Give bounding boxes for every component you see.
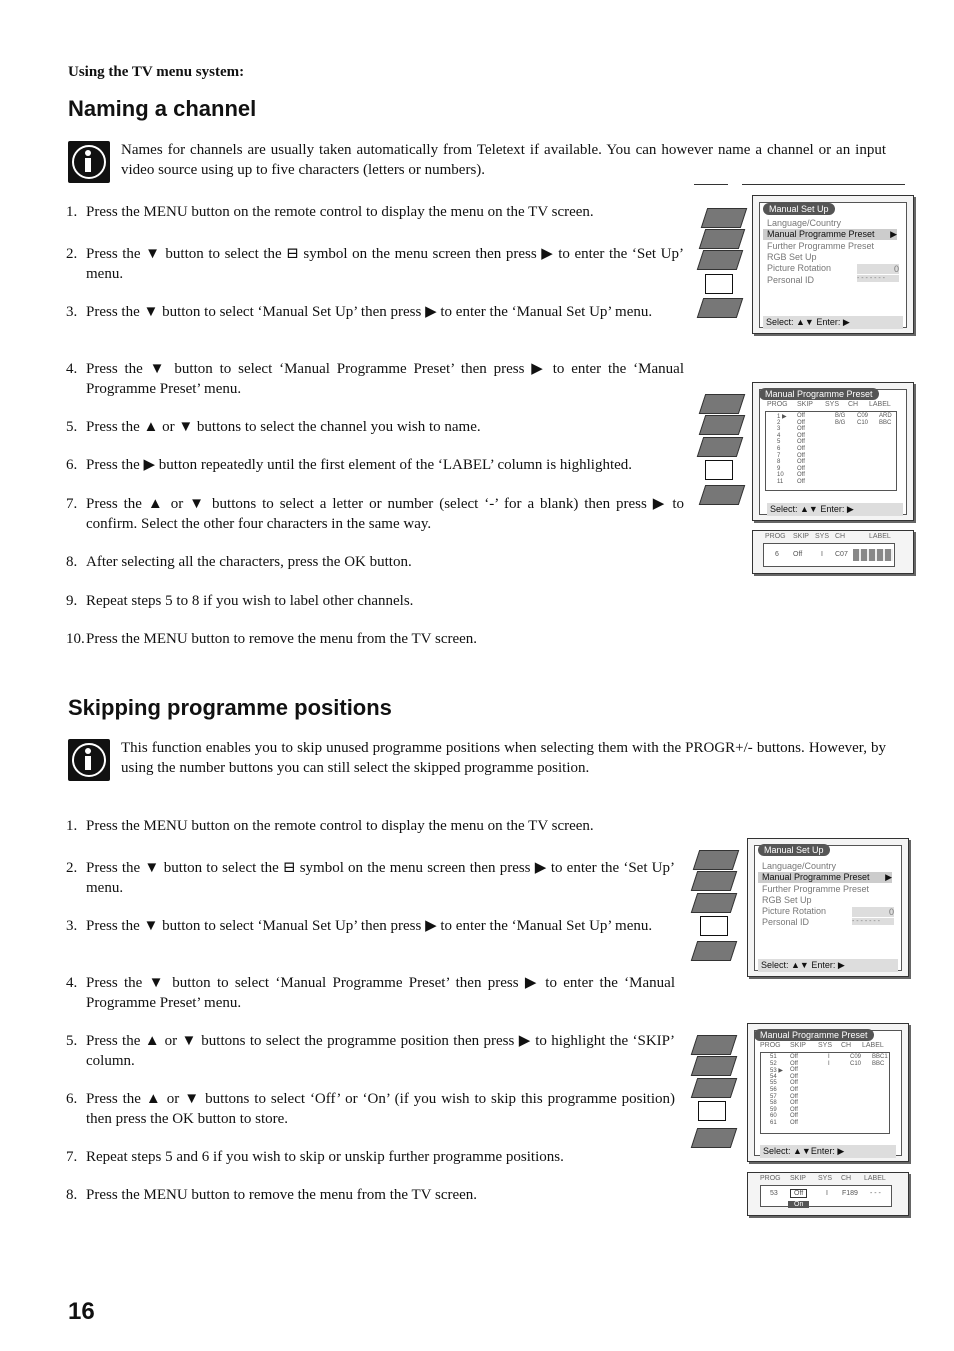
step-number: 2. — [66, 860, 78, 876]
setup-icon — [705, 274, 733, 294]
preset-cell: 4 — [777, 432, 781, 439]
label-char-boxes — [853, 549, 893, 561]
menu-item: Language/Country — [762, 861, 837, 871]
rotation-value: 0 — [852, 907, 894, 917]
step-text: Press the ▼ button to select the ⊟ symbol on the menu screen then press ▶ to enter the ‘Set Up’ menu. — [86, 860, 675, 896]
menu-item: Further Programme Preset — [762, 884, 870, 894]
step-text: Repeat steps 5 and 6 if you wish to skip or unskip further programme positions. — [86, 1149, 564, 1165]
preset-cell: C09 — [857, 413, 869, 419]
preset-cell: 6 — [777, 446, 781, 452]
personal-id-value: - - - - - - - — [857, 275, 899, 282]
preset-cell: ARD — [879, 413, 892, 419]
preset-cell: BBC — [879, 419, 892, 426]
preset-cell: B/G — [835, 419, 846, 426]
preset-cell: 8 — [777, 459, 781, 466]
tv-screen-manual-setup — [752, 195, 914, 334]
step-text: Press the ▶ button repeatedly until the first element of the ‘LABEL’ column is highlighted. — [86, 457, 633, 473]
preset-cell: 10 — [777, 472, 784, 479]
preset-cell: 56 — [770, 1087, 777, 1093]
step-text: Press the ▼ button to select ‘Manual Set Up’ then press ▶ to enter the ‘Manual Set Up’ menu. — [86, 304, 653, 320]
step-item — [66, 1185, 675, 1205]
tv-skip-strip: PROG SKIP SYS CH LABEL 53 Off I F189 - - - On — [747, 1172, 909, 1216]
preset-cell: Off — [790, 1073, 798, 1080]
preset-cell: Off — [790, 1054, 798, 1060]
running-head: Using the TV menu system: — [68, 64, 245, 80]
step-text: Repeat steps 5 to 8 if you wish to label other channels. — [86, 593, 414, 609]
page-number: 16 — [68, 1298, 95, 1325]
step-number: 1. — [66, 204, 78, 220]
setup-icon — [700, 916, 728, 936]
preset-cell: 54 — [770, 1073, 777, 1080]
menu-item: Personal ID — [762, 917, 810, 927]
tv-screen-preset-naming: Manual Programme Preset PROG SKIP SYS CH LABEL 1 ▶ Off B/G C09 ARD 2 Off B/G C10 BBC 3 Off 4 Off 5 Off 6 Off 7 Off 8 Off 9 Off 10 Off 11 Off Select: ▲▼ Enter: ▶ — [752, 382, 914, 521]
preset-cell: 11 — [777, 479, 784, 485]
step-text: Press the ▼ button to select the ⊟ symbol on the menu screen then press ▶ to enter the ‘Set Up’ menu. — [86, 246, 684, 282]
preset-cell: Off — [797, 479, 805, 485]
step-item — [66, 552, 684, 572]
step-item — [66, 629, 684, 649]
preset-cell: 7 — [777, 452, 781, 459]
step-number: 6. — [66, 457, 78, 473]
step-number: 9. — [66, 593, 78, 609]
step-item — [66, 858, 675, 898]
preset-cell: B/G — [835, 413, 846, 419]
step-text: Press the MENU button to remove the menu from the TV screen. — [86, 1187, 478, 1203]
preset-cell: Off — [790, 1120, 798, 1126]
step-item — [66, 816, 675, 836]
preset-cell: Off — [790, 1087, 798, 1093]
step-number: 4. — [66, 361, 78, 377]
step-text: Press the MENU button on the remote control to display the menu on the TV screen. — [86, 818, 594, 834]
info-icon — [68, 739, 110, 781]
info-icon — [68, 141, 110, 183]
preset-cell: Off — [797, 419, 805, 426]
tv-screen-manual-setup-2 — [747, 838, 909, 977]
section-title-skipping: Skipping programme positions — [68, 695, 392, 720]
step-text: Press the ▼ button to select ‘Manual Programme Preset’ then press ▶ to enter the ‘Manual Programme Preset’ menu. — [86, 975, 675, 1011]
step-item — [66, 359, 684, 399]
step-number: 2. — [66, 246, 78, 262]
preset-cell: 59 — [770, 1106, 777, 1113]
preset-cell: C10 — [857, 419, 869, 426]
preset-cell: 53 ▶ — [770, 1068, 783, 1075]
section-intro-skipping: This function enables you to skip unused programme positions when selecting them with the PROGR+/- buttons. However, by using the number buttons you can still select the skipped programme position. — [121, 740, 886, 776]
step-number: 7. — [66, 1149, 78, 1165]
preset-cell: Off — [797, 459, 805, 466]
section-intro-naming: Names for channels are usually taken automatically from Teletext if available. You can however name a channel or an input video source using up to five characters (letters or numbers). — [121, 142, 886, 178]
preset-cell: C10 — [850, 1060, 862, 1067]
personal-id-value: - - - - - - - — [852, 918, 894, 925]
step-item — [66, 417, 684, 437]
preset-cell: Off — [797, 432, 805, 439]
preset-cell: I — [828, 1060, 830, 1067]
preset-cell: Off — [797, 413, 805, 419]
preset-cell: Off — [797, 472, 805, 479]
preset-cell: Off — [790, 1067, 798, 1074]
menu-item: RGB Set Up — [767, 252, 817, 262]
preset-cell: 9 — [777, 465, 781, 472]
setup-icon — [705, 460, 733, 480]
menu-item: Manual Programme Preset ▶ — [758, 872, 892, 883]
step-number: 1. — [66, 818, 78, 834]
preset-cell: Off — [790, 1100, 798, 1107]
preset-cell: 57 — [770, 1093, 777, 1100]
step-number: 7. — [66, 496, 78, 512]
step-item — [66, 244, 684, 284]
preset-cell: Off — [797, 439, 805, 446]
preset-cell: Off — [797, 446, 805, 452]
step-number: 8. — [66, 554, 78, 570]
step-item — [66, 302, 684, 342]
preset-cell: 58 — [770, 1100, 777, 1107]
tv-screen-preset-skipping: Manual Programme Preset PROG SKIP SYS CH LABEL 51 Off I C09 BBC1 52 Off I C10 BBC 53 ▶ Off 54 Off 55 Off 56 Off 57 Off 58 Off 59 Off 60 Off 61 Off Select: ▲▼Enter: ▶ — [747, 1023, 909, 1162]
step-item — [66, 973, 675, 1013]
preset-cell: Off — [797, 426, 805, 433]
step-number: 5. — [66, 419, 78, 435]
preset-cell: Off — [797, 452, 805, 459]
step-text: Press the ▲ or ▼ buttons to select ‘Off’ or ‘On’ (if you wish to skip this programme position) then press the OK button to store. — [86, 1091, 675, 1127]
step-number: 3. — [66, 918, 78, 934]
preset-cell: I — [828, 1054, 830, 1060]
menu-item: Personal ID — [767, 275, 815, 285]
section-title-naming: Naming a channel — [68, 96, 257, 121]
step-item — [66, 916, 675, 956]
preset-cell: 1 ▶ — [777, 414, 787, 420]
menu-item: Picture Rotation — [762, 906, 827, 916]
menu-item: Manual Programme Preset ▶ — [763, 229, 897, 240]
menu-item: Language/Country — [767, 218, 842, 228]
step-text: Press the MENU button to remove the menu from the TV screen. — [86, 631, 478, 647]
step-number: 10. — [66, 631, 85, 647]
preset-cell: BBC — [872, 1060, 885, 1067]
select-hint: Select: ▲▼Enter: ▶ — [760, 1145, 896, 1158]
preset-cell: 60 — [770, 1113, 777, 1120]
step-item — [66, 1031, 675, 1071]
step-item — [66, 591, 684, 611]
step-text: After selecting all the characters, press the OK button. — [86, 554, 412, 570]
step-number: 6. — [66, 1091, 78, 1107]
step-text: Press the ▼ button to select ‘Manual Set Up’ then press ▶ to enter the ‘Manual Set Up’ menu. — [86, 918, 653, 934]
preset-cell: Off — [790, 1106, 798, 1113]
preset-cell: Off — [797, 465, 805, 472]
preset-cell: 3 — [777, 426, 781, 433]
preset-cell: 51 — [770, 1054, 777, 1060]
step-number: 8. — [66, 1187, 78, 1203]
rotation-value: 0 — [857, 264, 899, 274]
menu-item: Further Programme Preset — [767, 241, 875, 251]
preset-cell: 52 — [770, 1060, 777, 1067]
preset-cell: 5 — [777, 439, 781, 446]
preset-cell: Off — [790, 1060, 798, 1067]
step-item — [66, 455, 684, 475]
preset-cell: 2 — [777, 419, 781, 426]
step-number: 3. — [66, 304, 78, 320]
setup-icon — [698, 1101, 726, 1121]
select-hint: Select: ▲▼ Enter: ▶ — [767, 503, 903, 516]
step-item — [66, 202, 684, 222]
preset-cell: BBC1 — [872, 1054, 888, 1060]
step-number: 5. — [66, 1033, 78, 1049]
menu-title: Manual Set Up — [758, 844, 830, 856]
preset-cell: 61 — [770, 1120, 777, 1126]
step-text: Press the ▼ button to select ‘Manual Programme Preset’ then press ▶ to enter the ‘Manual Programme Preset’ menu. — [86, 361, 684, 397]
step-item — [66, 1089, 675, 1129]
preset-cell: Off — [790, 1080, 798, 1087]
preset-cell: Off — [790, 1113, 798, 1120]
step-item — [66, 1147, 675, 1167]
menu-item: Picture Rotation — [767, 263, 832, 273]
step-text: Press the ▲ or ▼ buttons to select the programme position then press ▶ to highlight the ‘SKIP’ column. — [86, 1033, 675, 1069]
select-hint: Select: ▲▼ Enter: ▶ — [763, 316, 903, 329]
step-text: Press the MENU button on the remote control to display the menu on the TV screen. — [86, 204, 594, 220]
menu-title: Manual Programme Preset — [759, 388, 879, 400]
menu-title: Manual Programme Preset — [754, 1029, 874, 1041]
menu-item: RGB Set Up — [762, 895, 812, 905]
step-number: 4. — [66, 975, 78, 991]
preset-cell: C09 — [850, 1054, 862, 1060]
step-text: Press the ▲ or ▼ buttons to select the channel you wish to name. — [86, 419, 481, 435]
step-text: Press the ▲ or ▼ buttons to select a letter or number (select ‘-’ for a blank) then press ▶ to confirm. Select the other four characters in the same way. — [86, 496, 684, 532]
tv-label-strip: PROG SKIP SYS CH LABEL 6 Off I C07 — [752, 530, 914, 574]
menu-title: Manual Set Up — [763, 203, 835, 215]
preset-cell: 55 — [770, 1080, 777, 1087]
preset-cell: Off — [790, 1093, 798, 1100]
step-item — [66, 494, 684, 534]
select-hint: Select: ▲▼ Enter: ▶ — [758, 959, 898, 972]
